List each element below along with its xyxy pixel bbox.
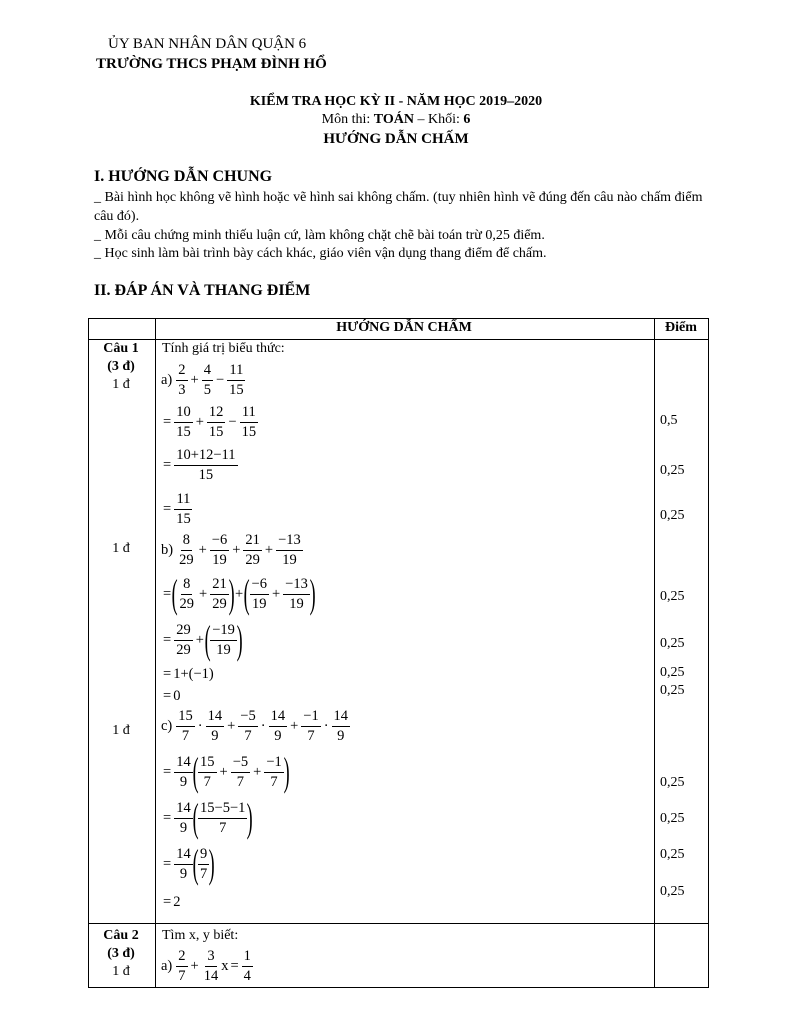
fraction: $\frac{21}{29}$	[245, 531, 260, 568]
q2-points: (3 đ)	[107, 946, 135, 961]
expr-b3: = $\frac{29}{29}$ + ( $\frac{-19}{19}$ )	[163, 617, 243, 662]
fraction: $\frac{8}{29}$	[179, 531, 194, 568]
q2-label: Câu 2	[103, 928, 139, 943]
expr-c5: = 2	[163, 893, 181, 910]
part-c-label: c)	[161, 717, 173, 734]
score-cell: 0,25	[660, 665, 685, 680]
q2-intro: Tìm x, y biết:	[162, 928, 239, 943]
fraction: $\frac{21}{29}$	[212, 575, 227, 612]
expr-q2a: a) $\frac{2}{7}$ + $\frac{3}{14}$ x = $\frac{1}{4}$	[161, 947, 251, 984]
fraction: $\frac{14}{9}$	[270, 707, 286, 744]
fraction: $\frac{15}{7}$	[178, 707, 193, 744]
exam-title: KIỂM TRA HỌC KỲ II - NĂM HỌC 2019–2020	[249, 94, 543, 109]
fraction: $\frac{12}{15}$	[208, 403, 224, 440]
expr-a3: = $\frac{10+12-11}{15}$	[163, 446, 236, 483]
q1-label: Câu 1	[103, 341, 139, 356]
fraction: $\frac{15-5-1}{7}$	[200, 799, 246, 836]
score-cell: 0,25	[660, 463, 685, 478]
part-a-label: a)	[161, 371, 173, 388]
fraction: $\frac{-13}{19}$	[278, 531, 301, 568]
expr-a4: = $\frac{11}{15}$	[163, 490, 191, 527]
fraction: $\frac{-19}{19}$	[212, 621, 235, 658]
note-1: _ Bài hình học không vẽ hình hoặc vẽ hình sai không chấm. (tuy nhiên hình vẽ đúng đến câu nào chấm điểm câu đó).	[94, 190, 703, 224]
note-3: _ Học sinh làm bài trình bày cách khác, giáo viên vận dụng thang điểm để chấm.	[94, 246, 547, 261]
fraction: $\frac{14}{9}$	[176, 845, 191, 882]
fraction: $\frac{8}{29}$	[179, 575, 195, 612]
fraction: $\frac{-1}{7}$	[303, 707, 319, 744]
school-name: TRƯỜNG THCS PHẠM ĐÌNH HỔ	[96, 56, 327, 72]
score-cell: 0,25	[660, 775, 685, 790]
score-cell: 0,25	[660, 508, 685, 523]
table-col-divider-2	[654, 319, 655, 987]
section2-heading: II. ĐÁP ÁN VÀ THANG ĐIỂM	[94, 282, 311, 299]
doc-title: HƯỚNG DẪN CHẤM	[323, 131, 469, 147]
fraction: $\frac{11}{15}$	[241, 403, 257, 440]
expr-c3: = $\frac{14}{9}$ ( $\frac{15-5-1}{7}$ )	[163, 795, 254, 840]
table-col-divider-1	[155, 319, 156, 987]
expr-c4: = $\frac{14}{9}$ ( $\frac{9}{7}$ )	[163, 841, 215, 886]
q2-part-a-points: 1 đ	[112, 964, 130, 979]
section1-heading: I. HƯỚNG DẪN CHUNG	[94, 168, 273, 185]
expr-c1: c) $\frac{15}{7}$ · $\frac{14}{9}$ + $\frac{-5}{7}$ · $\frac{14}{9}$ + $\frac{-1}{7}$ · $\frac{14}{9}$	[161, 707, 349, 744]
q1-part-c-points: 1 đ	[112, 723, 130, 738]
expr-a1: a) $\frac{2}{3}$ + $\frac{4}{5}$ − $\frac{11}{15}$	[161, 361, 244, 398]
fraction: $\frac{2}{3}$	[178, 361, 186, 398]
table-header-guide: HƯỚNG DẪN CHẤM	[336, 320, 472, 335]
fraction: $\frac{2}{7}$	[178, 947, 186, 984]
part-b-label: b)	[161, 541, 174, 558]
q1-part-b-points: 1 đ	[112, 541, 130, 556]
fraction: $\frac{4}{5}$	[203, 361, 211, 398]
fraction: $\frac{10}{15}$	[176, 403, 191, 440]
fraction: $\frac{-5}{7}$	[240, 707, 256, 744]
fraction: $\frac{11}{15}$	[229, 361, 244, 398]
table-header-score: Điểm	[665, 320, 697, 335]
fraction: $\frac{-5}{7}$	[232, 753, 249, 790]
fraction: $\frac{29}{29}$	[176, 621, 191, 658]
subject-line	[0, 112, 792, 128]
score-cell: 0,25	[660, 847, 685, 862]
fraction: $\frac{-13}{19}$	[285, 575, 308, 612]
score-cell: 0,25	[660, 811, 685, 826]
grade-prefix: – Khối:	[413, 112, 464, 127]
fraction: $\frac{10+12-11}{15}$	[176, 446, 236, 483]
fraction: $\frac{14}{9}$	[207, 707, 223, 744]
fraction: $\frac{14}{9}$	[176, 799, 191, 836]
fraction: $\frac{14}{9}$	[333, 707, 349, 744]
note-2: _ Mỗi câu chứng minh thiếu luận cứ, làm không chặt chẽ bài toán trừ 0,25 điểm.	[94, 228, 545, 243]
expr-b5: = 0	[163, 687, 181, 704]
grade-value: 6	[463, 112, 471, 127]
fraction: $\frac{14}{9}$	[176, 753, 191, 790]
score-cell: 0,25	[660, 589, 685, 604]
table-row-divider	[89, 923, 708, 924]
fraction: $\frac{3}{14}$	[203, 947, 219, 984]
expr-c2: = $\frac{14}{9}$ ( $\frac{15}{7}$ + $\frac{-5}{7}$ + $\frac{-1}{7}$ )	[163, 749, 290, 794]
score-cell: 0,25	[660, 636, 685, 651]
expr-a2: = $\frac{10}{15}$ + $\frac{12}{15}$ − $\frac{11}{15}$	[163, 403, 257, 440]
expr-b4: = 1+(−1)	[163, 665, 214, 682]
fraction: $\frac{11}{15}$	[176, 490, 191, 527]
score-cell: 0,5	[660, 413, 678, 428]
part-a-label: a)	[161, 957, 173, 974]
fraction: $\frac{1}{4}$	[243, 947, 251, 984]
expr-b1: b) $\frac{8}{29}$ + $\frac{-6}{19}$ + $\frac{21}{29}$ + $\frac{-13}{19}$	[161, 531, 301, 568]
fraction: $\frac{15}{7}$	[200, 753, 215, 790]
score-cell: 0,25	[660, 683, 685, 698]
fraction: $\frac{-6}{19}$	[251, 575, 267, 612]
q1-points: (3 đ)	[107, 359, 135, 374]
fraction: $\frac{-1}{7}$	[266, 753, 282, 790]
score-cell: 0,25	[660, 884, 685, 899]
district-name: ỦY BAN NHÂN DÂN QUẬN 6	[108, 36, 307, 52]
q1-intro: Tính giá trị biểu thức:	[162, 341, 285, 356]
subject-prefix: Môn thi:	[321, 112, 374, 127]
q1-part-a-points: 1 đ	[112, 377, 130, 392]
table-header-divider	[89, 339, 708, 340]
fraction: $\frac{9}{7}$	[200, 845, 208, 882]
expr-b2: = ( $\frac{8}{29}$ + $\frac{21}{29}$ ) + ( $\frac{-6}{19}$ + $\frac{-13}{19}$ )	[163, 571, 316, 616]
subject-name: TOÁN	[373, 112, 414, 127]
fraction: $\frac{-6}{19}$	[211, 531, 228, 568]
